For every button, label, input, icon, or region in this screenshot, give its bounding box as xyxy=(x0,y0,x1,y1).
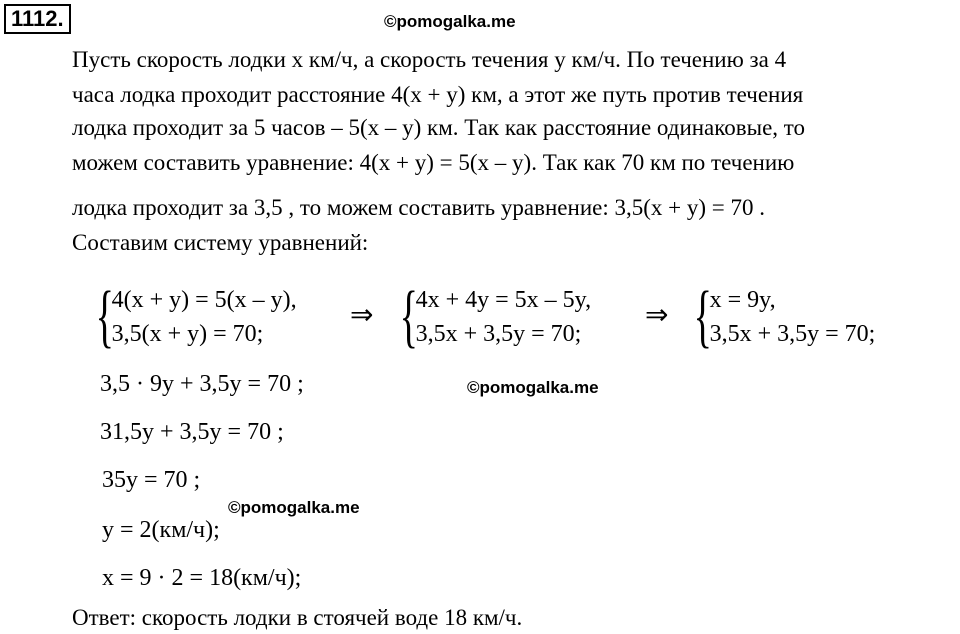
paragraph-line-1: Пусть скорость лодки x км/ч, а скорость течения y км/ч. По течению за 4 xyxy=(72,47,787,72)
paragraph-line-5: лодка проходит за 3,5 , то можем составить уравнение: 3,5(x + y) = 70 . xyxy=(72,195,765,220)
watermark-lower: ©pomogalka.me xyxy=(228,498,360,517)
step-2: 31,5y + 3,5y = 70 ; xyxy=(100,419,284,445)
answer-line: Ответ: скорость лодки в стоячей воде 18 км/ч. xyxy=(72,605,523,630)
step-3: 35y = 70 ; xyxy=(102,467,201,493)
step-1: 3,5 · 9y + 3,5y = 70 ; xyxy=(100,371,304,397)
system-3 xyxy=(686,278,876,355)
system-1-equation-2: 3,5(x + y) = 70; xyxy=(111,321,264,347)
system-1 xyxy=(88,278,297,355)
system-2-equation-1: 4x + 4y = 5x – 5y, xyxy=(415,287,592,313)
system-2 xyxy=(392,278,592,355)
watermark-top: ©pomogalka.me xyxy=(384,12,516,31)
system-3-equation-1: x = 9y, xyxy=(709,287,776,313)
implies-arrow-1: ⇒ xyxy=(350,298,374,331)
system-brace: { xyxy=(693,278,713,355)
step-5: x = 9 · 2 = 18(км/ч); xyxy=(102,565,302,591)
step-4: y = 2(км/ч); xyxy=(102,517,220,543)
paragraph-line-3: лодка проходит за 5 часов – 5(x – y) км. Так как расстояние одинаковые, то xyxy=(72,115,806,140)
watermark-middle: ©pomogalka.me xyxy=(467,378,599,397)
paragraph-line-4: можем составить уравнение: 4(x + y) = 5(x – y). Так как 70 км по течению xyxy=(72,150,795,175)
system-1-equation-1: 4(x + y) = 5(x – y), xyxy=(111,287,297,313)
problem-number: 1112. xyxy=(4,4,71,34)
system-brace: { xyxy=(399,278,419,355)
system-3-equation-2: 3,5x + 3,5y = 70; xyxy=(709,321,876,347)
implies-arrow-2: ⇒ xyxy=(645,298,669,331)
paragraph-line-2: часа лодка проходит расстояние 4(x + y) км, а этот же путь против течения xyxy=(72,82,804,107)
system-2-equation-2: 3,5x + 3,5y = 70; xyxy=(415,321,582,347)
system-brace: { xyxy=(95,278,115,355)
paragraph-line-6: Составим систему уравнений: xyxy=(72,230,369,255)
